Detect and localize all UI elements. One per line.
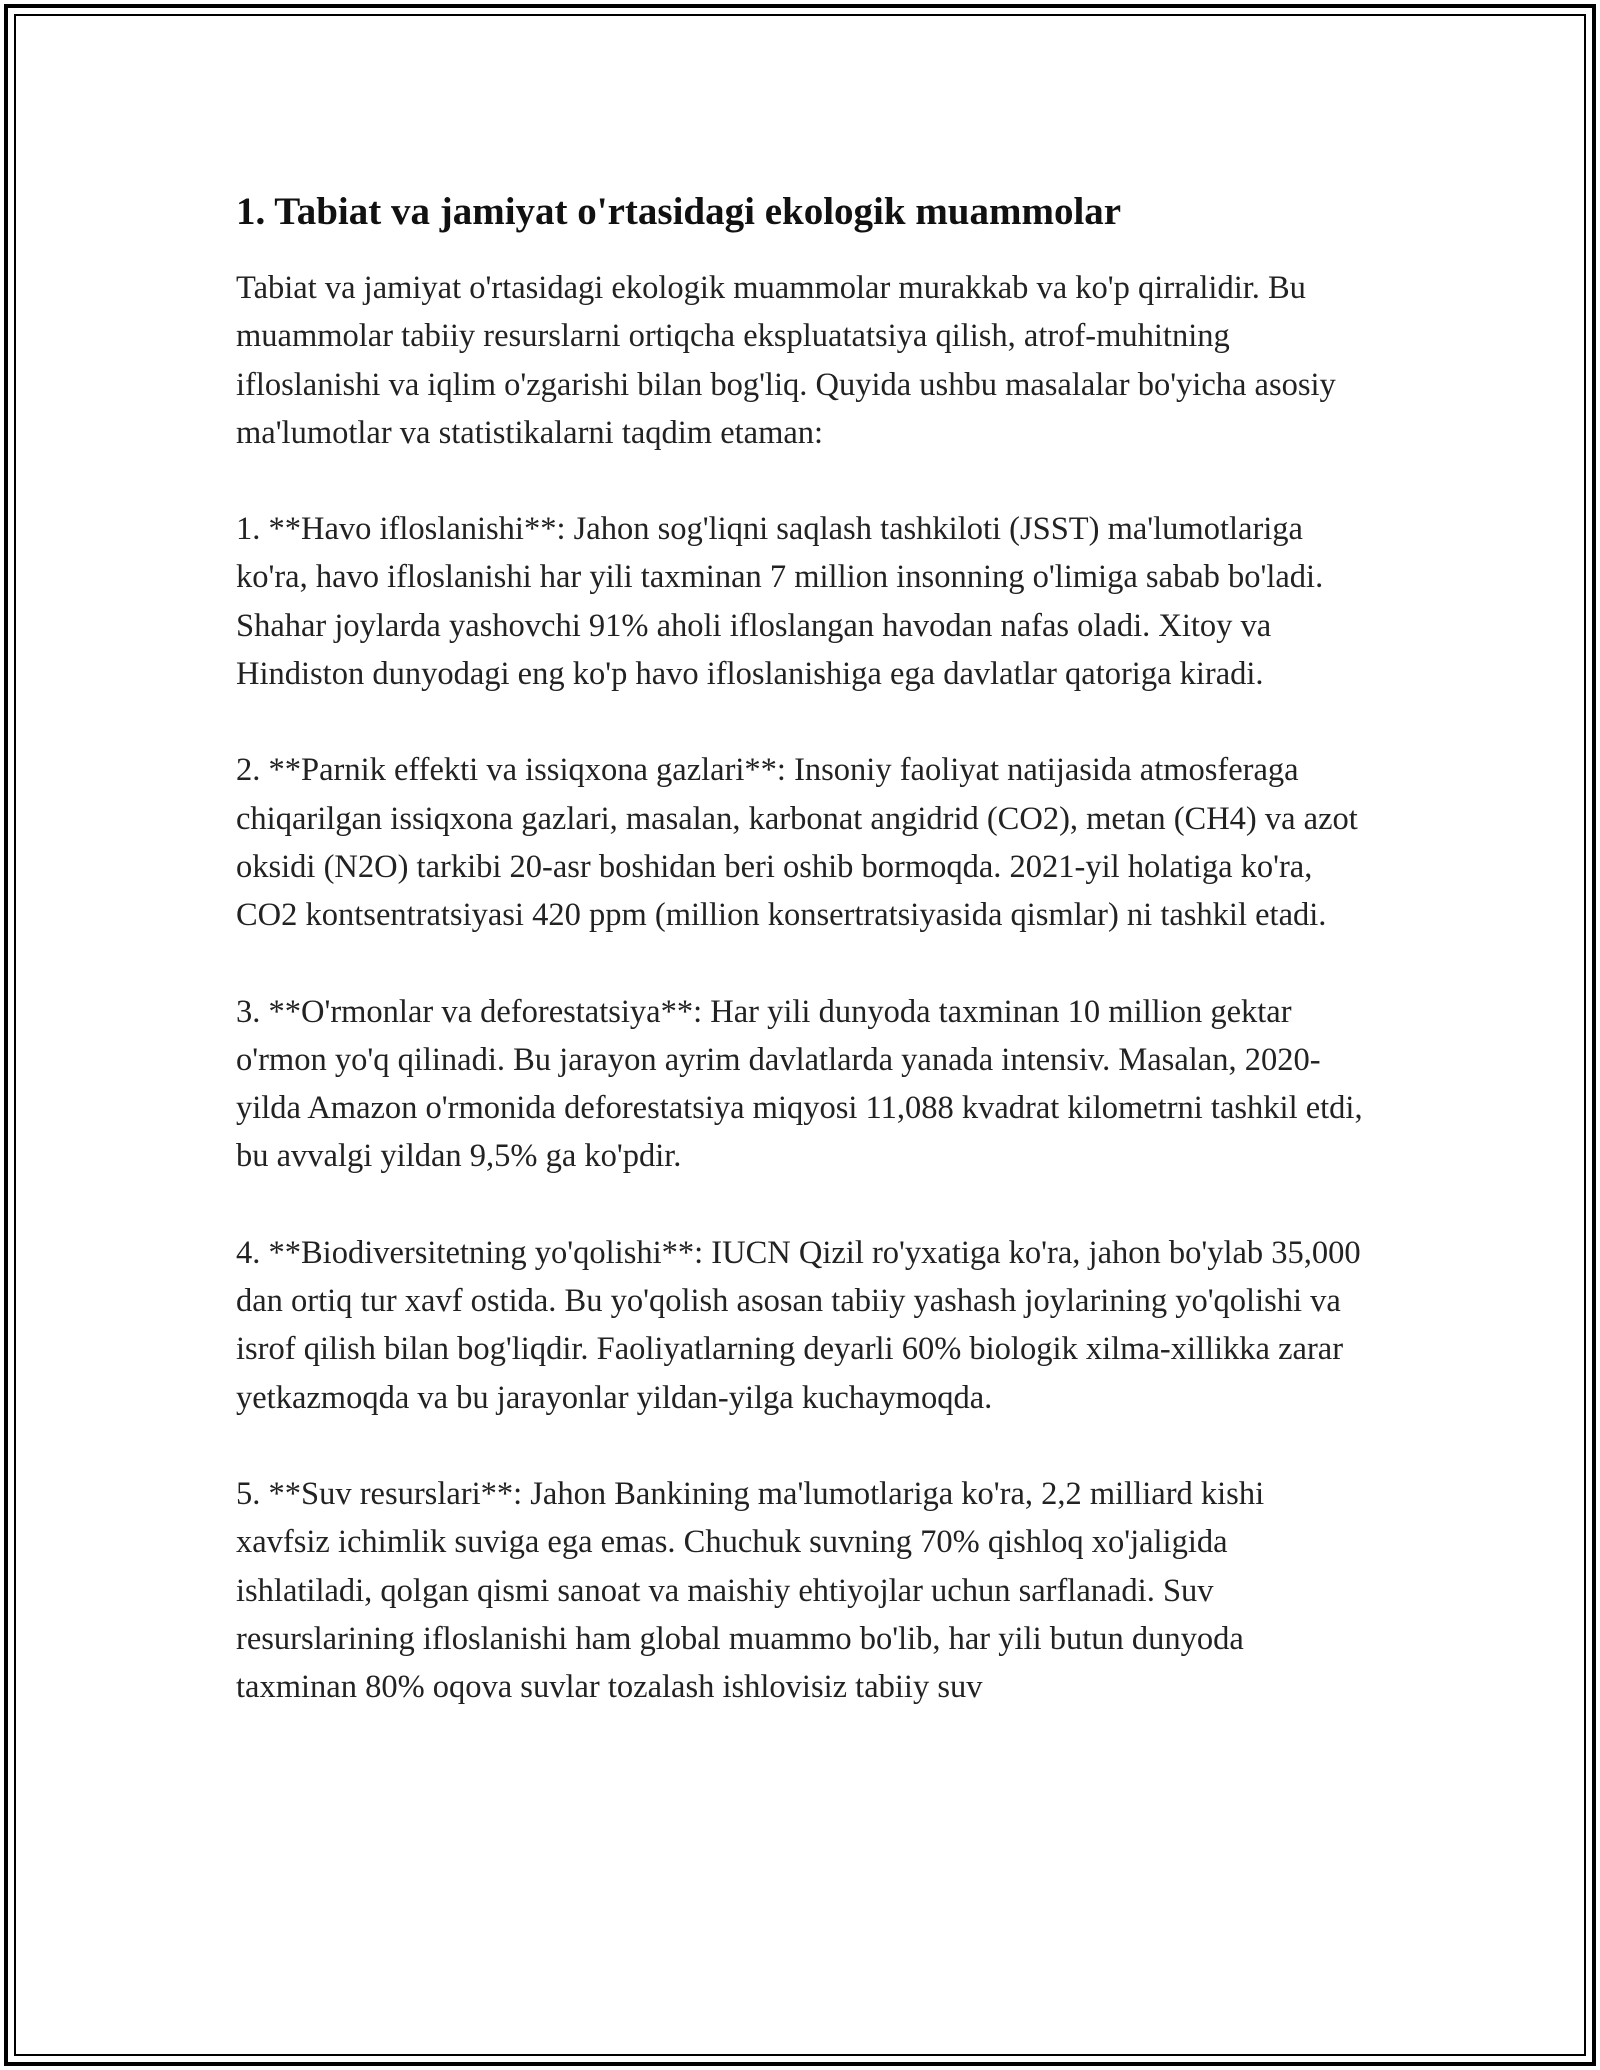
document-body [236,186,1366,1759]
paragraph-water-resources: 5. **Suv resurslari**: Jahon Bankining ma'lumotlariga ko'ra, 2,2 milliard kishi xavfsiz ichimlik suviga ega emas. Chuchuk suvning 70% qishloq xo'jaligida ishlatiladi, qolgan qismi sanoat va maishiy ehtiyojlar uchun sarflanadi. Suv resurslarining ifloslanishi ham global muammo bo'lib, har yili butun dunyoda taxminan 80% oqova suvlar tozalash ishlovisiz tabiiy suv [236,1475,1265,1706]
paragraph-greenhouse-gases: 2. **Parnik effekti va issiqxona gazlari**: Insoniy faoliyat natijasida atmosferaga chiqarilgan issiqxona gazlari, masalan, karbonat angidrid (CO2), metan (CH4) va azot oksidi (N2O) tarkibi 20-asr boshidan beri oshib bormoqda. 2021-yil holatiga ko'ra, CO2 kontsentratsiyasi 420 ppm (million konsertratsiyasida qismlar) ni tashkil etadi. [236,752,1358,934]
paragraph-biodiversity: 4. **Biodiversitetning yo'qolishi**: IUCN Qizil ro'yxatiga ko'ra, jahon bo'ylab 35,000 dan ortiq tur xavf ostida. Bu yo'qolish asosan tabiiy yashash joylarining yo'qolishi va isrof qilish bilan bog'liqdir. Faoliyatlarning deyarli 60% biologik xilma-xillikka zarar yetkazmoqda va bu jarayonlar yildan-yilga kuchaymoqda. [236,1234,1361,1416]
document-title: 1. Tabiat va jamiyat o'rtasidagi ekologik muammolar [236,190,1122,233]
paragraph-air-pollution: 1. **Havo ifloslanishi**: Jahon sog'liqni saqlash tashkiloti (JSST) ma'lumotlariga ko'ra, havo ifloslanishi har yili taxminan 7 million insonning o'limiga sabab bo'ladi. Shahar joylarda yashovchi 91% aholi ifloslangan havodan nafas oladi. Xitoy va Hindiston dunyodagi eng ko'p havo ifloslanishiga ega davlatlar qatoriga kiradi. [236,511,1324,693]
intro-paragraph: Tabiat va jamiyat o'rtasidagi ekologik muammolar murakkab va ko'p qirralidir. Bu muammolar tabiiy resurslarni ortiqcha ekspluatatsiya qilish, atrof-muhitning ifloslanishi va iqlim o'zgarishi bilan bog'liq. Quyida ushbu masalalar bo'yicha asosiy ma'lumotlar va statistikalarni taqdim etaman: [236,270,1336,451]
paragraph-deforestation: 3. **O'rmonlar va deforestatsiya**: Har yili dunyoda taxminan 10 million gektar o'rmon yo'q qilinadi. Bu jarayon ayrim davlatlarda yanada intensiv. Masalan, 2020-yilda Amazon o'rmonida deforestatsiya miqyosi 11,088 kvadrat kilometrni tashkil etdi, bu avvalgi yildan 9,5% ga ko'pdir. [236,993,1363,1175]
